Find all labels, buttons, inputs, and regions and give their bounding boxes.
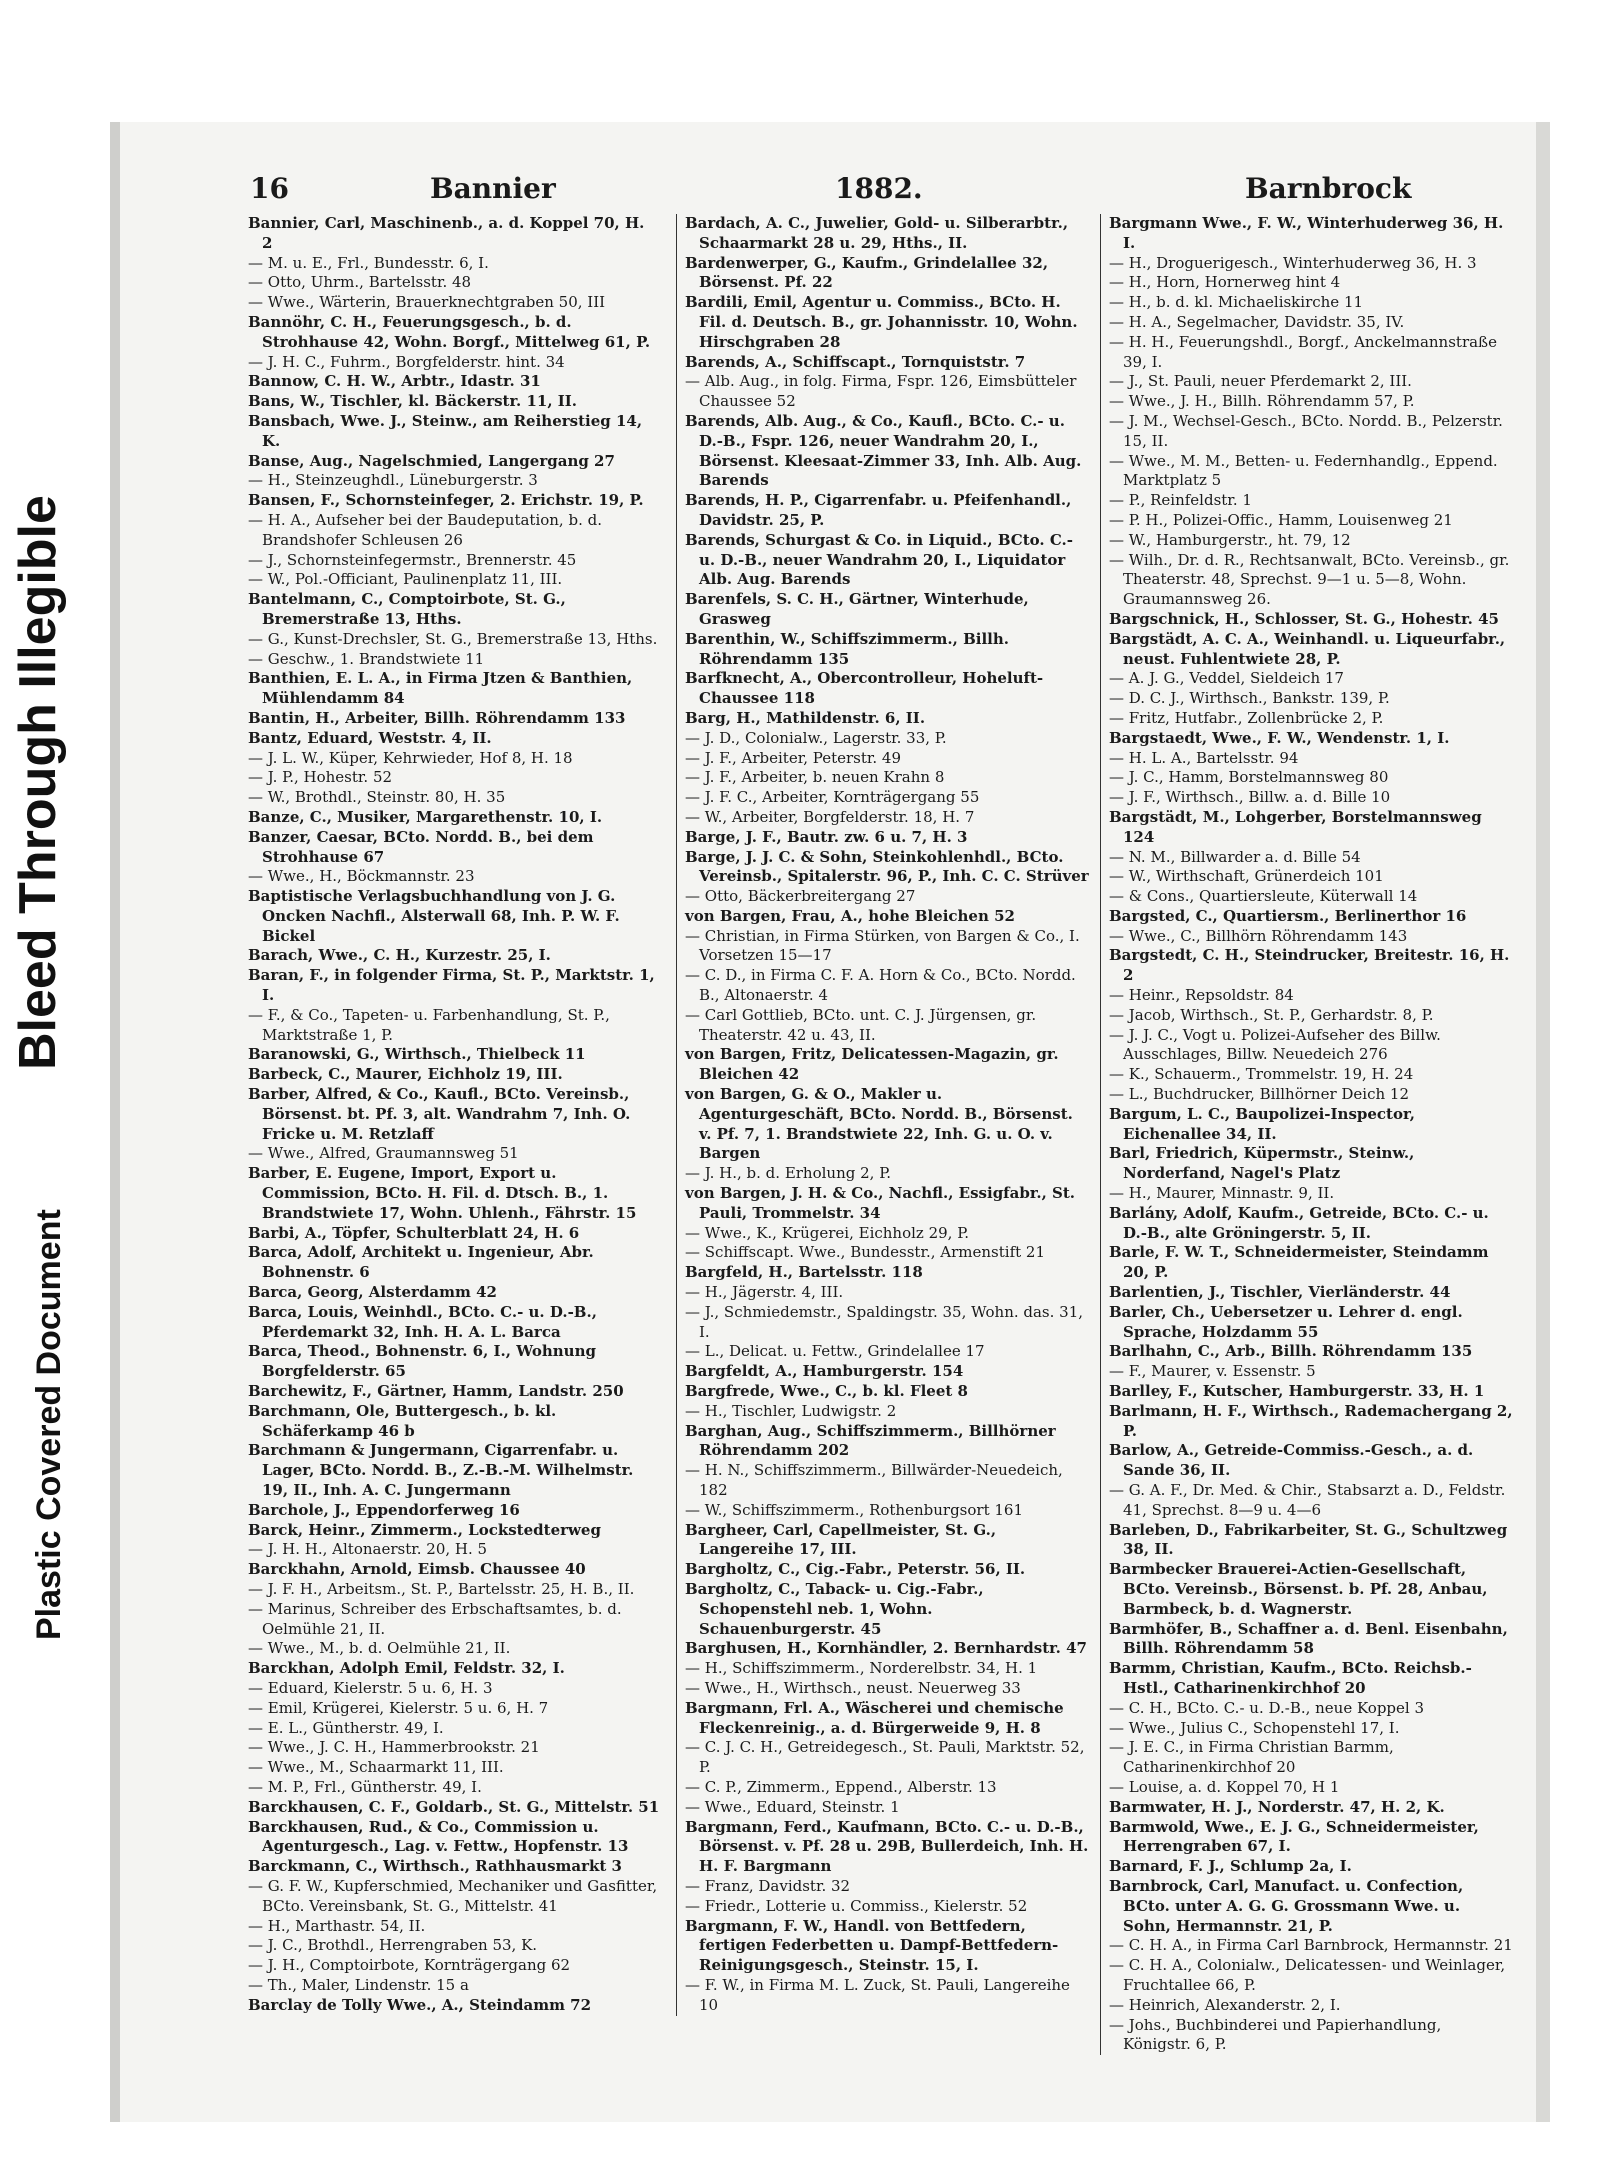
directory-page <box>110 122 1550 2122</box>
directory-entry: — Wwe., M., b. d. Oelmühle 21, II. <box>248 1639 511 1658</box>
directory-entry: Bannow, C. H. W., Arbtr., Idastr. 31 <box>248 372 541 391</box>
directory-entry: — Heinr., Repsoldstr. 84 <box>1109 986 1294 1005</box>
left-keyword: Bannier <box>430 172 556 205</box>
directory-entry: — J. C., Brothdl., Herrengraben 53, K. <box>248 1936 538 1955</box>
directory-entry: — F., Maurer, v. Essenstr. 5 <box>1109 1362 1316 1381</box>
directory-entry: — Schiffscapt. Wwe., Bundesstr., Armenstift 21 <box>685 1243 1045 1262</box>
directory-entry: Barca, Theod., Bohnenstr. 6, I., Wohnung Borgfelderstr. 65 <box>248 1342 596 1381</box>
directory-entry: Barlley, F., Kutscher, Hamburgerstr. 33, H. 1 <box>1109 1382 1485 1401</box>
directory-columns <box>248 214 1528 2114</box>
directory-entry: — Wwe., M., Schaarmarkt 11, III. <box>248 1758 504 1777</box>
directory-entry: — W., Arbeiter, Borgfelderstr. 18, H. 7 <box>685 807 975 826</box>
directory-entry: — C. P., Zimmerm., Eppend., Alberstr. 13 <box>685 1777 997 1796</box>
directory-entry: — Heinrich, Alexanderstr. 2, I. <box>1109 1995 1341 2014</box>
directory-entry: Baran, F., in folgender Firma, St. P., Marktstr. 1, I. <box>248 966 655 1005</box>
directory-entry: — H., Horn, Hornerweg hint 4 <box>1109 273 1341 292</box>
bleed-through-label: Bleed Through Illegible <box>9 495 67 1070</box>
directory-entry: Bantelmann, C., Comptoirbote, St. G., Bremerstraße 13, Hths. <box>248 590 566 628</box>
directory-entry: — J., St. Pauli, neuer Pferdemarkt 2, III. <box>1109 372 1412 391</box>
directory-entry: — J. M., Wechsel-Gesch., BCto. Nordd. B., Pelzerstr. 15, II. <box>1109 411 1503 450</box>
directory-entry: Barle, F. W. T., Schneidermeister, Steindamm 20, P. <box>1109 1243 1489 1282</box>
directory-entry: Barends, Schurgast & Co. in Liquid., BCto. C.- u. D.-B., neuer Wandrahm 20, I., Liquidator Alb. Aug. Barends <box>685 530 1073 589</box>
directory-entry: — Otto, Bäckerbreitergang 27 <box>685 887 916 906</box>
directory-entry: Bargum, L. C., Baupolizei-Inspector, Eichenallee 34, II. <box>1109 1104 1416 1143</box>
directory-entry: — H., b. d. kl. Michaeliskirche 11 <box>1109 293 1364 312</box>
directory-entry: — Th., Maler, Lindenstr. 15 a <box>248 1975 469 1994</box>
directory-entry: — J. H. C., Fuhrm., Borgfelderstr. hint. 34 <box>248 352 565 371</box>
directory-entry: — A. J. G., Veddel, Sieldeich 17 <box>1109 669 1344 688</box>
directory-entry: — C. H., BCto. C.- u. D.-B., neue Koppel 3 <box>1109 1698 1425 1717</box>
directory-entry: — Emil, Krügerei, Kielerstr. 5 u. 6, H. 7 <box>248 1698 549 1717</box>
plastic-covered-label: Plastic Covered Document <box>30 1209 68 1640</box>
directory-entry: — K., Schauerm., Trommelstr. 19, H. 24 <box>1109 1065 1414 1084</box>
directory-entry: Barleben, D., Fabrikarbeiter, St. G., Schultzweg 38, II. <box>1109 1520 1508 1559</box>
directory-entry: — J. E. C., in Firma Christian Barmm, Catharinenkirchhof 20 <box>1109 1738 1394 1777</box>
directory-entry: — N. M., Billwarder a. d. Bille 54 <box>1109 847 1361 866</box>
directory-entry: Bargschnick, H., Schlosser, St. G., Hohestr. 45 <box>1109 609 1499 628</box>
directory-entry: Barchmann, Ole, Buttergesch., b. kl. Schäferkamp 46 b <box>248 1401 557 1440</box>
directory-entry: — D. C. J., Wirthsch., Bankstr. 139, P. <box>1109 689 1390 708</box>
directory-entry: — G. F. W., Kupferschmied, Mechaniker und Gasfitter, BCto. Vereinsbank, St. G., Mittelstr. 41 <box>248 1876 658 1915</box>
directory-entry: — F. W., in Firma M. L. Zuck, St. Pauli, Langereihe 10 <box>685 1975 1070 2014</box>
directory-entry: — & Cons., Quartiersleute, Küterwall 14 <box>1109 887 1418 906</box>
directory-entry: — Wwe., H., Wirthsch., neust. Neuerweg 33 <box>685 1678 1021 1697</box>
directory-entry: — J. F., Wirthsch., Billw. a. d. Bille 10 <box>1109 788 1391 807</box>
directory-entry: — W., Hamburgerstr., ht. 79, 12 <box>1109 530 1351 549</box>
directory-entry: von Bargen, Frau, A., hohe Bleichen 52 <box>685 906 1015 925</box>
directory-entry: Baptistische Verlagsbuchhandlung von J. G. Oncken Nachfl., Alsterwall 68, Inh. P. W. F. Bickel <box>248 887 620 945</box>
directory-entry: Bannöhr, C. H., Feuerungsgesch., b. d. Strohhause 42, Wohn. Borgf., Mittelweg 61, P. <box>248 312 651 351</box>
directory-entry: Bargsted, C., Quartiersm., Berlinerthor 16 <box>1109 906 1467 925</box>
directory-entry: Barber, E. Eugene, Import, Export u. Commission, BCto. H. Fil. d. Dtsch. B., 1. Brandstwiete 17, Wohn. Uhlenh., Fährstr. 15 <box>248 1164 637 1222</box>
directory-entry: — Eduard, Kielerstr. 5 u. 6, H. 3 <box>248 1678 493 1697</box>
directory-column-1 <box>248 214 660 2016</box>
directory-entry: — Jacob, Wirthsch., St. P., Gerhardstr. 8, P. <box>1109 1005 1434 1024</box>
directory-entry: — Wwe., M. M., Betten- u. Federnhandlg., Eppend. Marktplatz 5 <box>1109 451 1498 490</box>
directory-entry: — J. H. H., Altonaerstr. 20, H. 5 <box>248 1540 488 1559</box>
page-edge <box>1536 122 1550 2122</box>
directory-entry: — H. N., Schiffszimmerm., Billwärder-Neuedeich, 182 <box>685 1461 1063 1499</box>
directory-entry: — C. J. C. H., Getreidegesch., St. Pauli, Marktstr. 52, P. <box>685 1738 1085 1777</box>
directory-entry: Bargfeld, H., Bartelsstr. 118 <box>685 1263 923 1282</box>
directory-entry: Barghan, Aug., Schiffszimmerm., Billhörner Röhrendamm 202 <box>685 1421 1056 1460</box>
directory-entry: Barlentien, J., Tischler, Vierländerstr. 44 <box>1109 1283 1451 1302</box>
directory-entry: Barckhahn, Arnold, Eimsb. Chaussee 40 <box>248 1560 586 1579</box>
directory-entry: Bargmann, F. W., Handl. von Bettfedern, fertigen Federbetten u. Dampf-Bettfedern-Reinigungsgesch., Steinstr. 15, I. <box>685 1916 1059 1975</box>
directory-entry: — H., Droguerigesch., Winterhuderweg 36, H. 3 <box>1109 253 1477 272</box>
directory-entry: — J. F. C., Arbeiter, Kornträgergang 55 <box>685 788 980 807</box>
directory-entry: Barbi, A., Töpfer, Schulterblatt 24, H. 6 <box>248 1223 580 1242</box>
directory-entry: — H. L. A., Bartelsstr. 94 <box>1109 748 1299 767</box>
directory-entry: Barl, Friedrich, Küpermstr., Steinw., Norderfand, Nagel's Platz <box>1109 1144 1415 1183</box>
directory-entry: Barca, Georg, Alsterdamm 42 <box>248 1283 497 1302</box>
directory-entry: — Franz, Davidstr. 32 <box>685 1876 851 1895</box>
directory-entry: Bargholtz, C., Cig.-Fabr., Peterstr. 56, II. <box>685 1560 1026 1579</box>
directory-entry: Barmwater, H. J., Norderstr. 47, H. 2, K. <box>1109 1797 1445 1816</box>
directory-entry: Barckhausen, C. F., Goldarb., St. G., Mittelstr. 51 <box>248 1797 660 1816</box>
directory-entry: Barck, Heinr., Zimmerm., Lockstedterweg <box>248 1520 601 1539</box>
directory-entry: — L., Delicat. u. Fettw., Grindelallee 17 <box>685 1342 985 1361</box>
directory-entry: — J. F., Arbeiter, Peterstr. 49 <box>685 748 902 767</box>
directory-entry: Banthien, E. L. A., in Firma Jtzen & Banthien, Mühlendamm 84 <box>248 669 633 708</box>
directory-entry: — C. H. A., Colonialw., Delicatessen- und Weinlager, Fruchtallee 66, P. <box>1109 1956 1506 1994</box>
directory-entry: Bargstädt, M., Lohgerber, Borstelmannsweg 124 <box>1109 807 1482 846</box>
directory-entry: — W., Wirthschaft, Grünerdeich 101 <box>1109 867 1384 886</box>
directory-entry: — H. A., Segelmacher, Davidstr. 35, IV. <box>1109 312 1405 331</box>
directory-column-2 <box>676 214 1089 2016</box>
directory-entry: Barbeck, C., Maurer, Eichholz 19, III. <box>248 1065 563 1084</box>
directory-entry: — Carl Gottlieb, BCto. unt. C. J. Jürgensen, gr. Theaterstr. 42 u. 43, II. <box>685 1005 1037 1044</box>
directory-entry: — J. F., Arbeiter, b. neuen Krahn 8 <box>685 768 945 787</box>
directory-entry: — J. H., b. d. Erholung 2, P. <box>685 1164 892 1183</box>
directory-entry: — Alb. Aug., in folg. Firma, Fspr. 126, Eimsbütteler Chaussee 52 <box>685 372 1077 411</box>
directory-entry: Bargfeldt, A., Hamburgerstr. 154 <box>685 1362 964 1381</box>
directory-entry: Baranowski, G., Wirthsch., Thielbeck 11 <box>248 1045 586 1064</box>
directory-entry: — Wwe., Eduard, Steinstr. 1 <box>685 1797 900 1816</box>
directory-entry: Barchole, J., Eppendorferweg 16 <box>248 1500 520 1519</box>
directory-entry: — H., Steinzeughdl., Lüneburgerstr. 3 <box>248 471 538 490</box>
directory-entry: Banzer, Caesar, BCto. Nordd. B., bei dem Strohhause 67 <box>248 827 594 866</box>
directory-entry: Bansen, F., Schornsteinfeger, 2. Erichstr. 19, P. <box>248 491 644 510</box>
directory-entry: Bargstaedt, Wwe., F. W., Wendenstr. 1, I. <box>1109 728 1450 747</box>
directory-column-3 <box>1100 214 1513 2055</box>
directory-entry: Bargholtz, C., Taback- u. Cig.-Fabr., Schopenstehl neb. 1, Wohn. Schauenburgerstr. 45 <box>685 1579 984 1638</box>
directory-entry: — P., Reinfeldstr. 1 <box>1109 491 1252 510</box>
directory-entry: Barca, Adolf, Architekt u. Ingenieur, Abr. Bohnenstr. 6 <box>248 1243 594 1282</box>
directory-entry: — Fritz, Hutfabr., Zollenbrücke 2, P. <box>1109 708 1384 727</box>
directory-entry: — G., Kunst-Drechsler, St. G., Bremerstraße 13, Hths. <box>248 629 658 648</box>
directory-entry: — J. F. H., Arbeitsm., St. P., Bartelsstr. 25, H. B., II. <box>248 1579 635 1598</box>
directory-entry: Barckhausen, Rud., & Co., Commission u. Agenturgesch., Lag. v. Fettw., Hopfenstr. 13 <box>248 1817 629 1856</box>
directory-entry: — Wilh., Dr. d. R., Rechtsanwalt, BCto. Vereinsb., gr. Theaterstr. 48, Sprechst. 9—1 u. 5—8, Wohn. Graumannsweg 26. <box>1109 550 1510 609</box>
directory-entry: — P. H., Polizei-Offic., Hamm, Louisenweg 21 <box>1109 510 1453 529</box>
directory-entry: Bargstedt, C. H., Steindrucker, Breitestr. 16, H. 2 <box>1109 946 1510 985</box>
directory-entry: Bantz, Eduard, Weststr. 4, II. <box>248 728 492 747</box>
directory-entry: Bargstädt, A. C. A., Weinhandl. u. Liqueurfabr., neust. Fuhlentwiete 28, P. <box>1109 629 1506 668</box>
directory-entry: von Bargen, J. H. & Co., Nachfl., Essigfabr., St. Pauli, Trommelstr. 34 <box>685 1184 1076 1222</box>
directory-entry: — H., Tischler, Ludwigstr. 2 <box>685 1401 897 1420</box>
directory-entry: — J., Schmiedemstr., Spaldingstr. 35, Wohn. das. 31, I. <box>685 1302 1084 1341</box>
directory-entry: — H., Schiffszimmerm., Norderelbstr. 34, H. 1 <box>685 1659 1038 1678</box>
directory-entry: — Wwe., Julius C., Schopenstehl 17, I. <box>1109 1718 1400 1737</box>
directory-entry: Bargfrede, Wwe., C., b. kl. Fleet 8 <box>685 1382 968 1401</box>
directory-entry: Barghusen, H., Kornhändler, 2. Bernhardstr. 47 <box>685 1639 1087 1658</box>
directory-entry: — Geschw., 1. Brandstwiete 11 <box>248 649 485 668</box>
directory-entry: Barach, Wwe., C. H., Kurzestr. 25, I. <box>248 946 551 965</box>
directory-entry: Bargheer, Carl, Capellmeister, St. G., Langereihe 17, III. <box>685 1520 997 1559</box>
directory-entry: — Wwe., Alfred, Graumannsweg 51 <box>248 1144 519 1163</box>
directory-entry: Barmwold, Wwe., E. J. G., Schneidermeister, Herrengraben 67, I. <box>1109 1817 1479 1856</box>
directory-entry: — M. u. E., Frl., Bundesstr. 6, I. <box>248 253 489 272</box>
right-keyword: Barnbrock <box>1245 172 1412 205</box>
directory-entry: Bargmann, Ferd., Kaufmann, BCto. C.- u. D.-B., Börsenst. v. Pf. 28 u. 29B, Bullerdeich, Inh. H. H. F. Bargmann <box>685 1817 1089 1876</box>
directory-entry: Barends, A., Schiffscapt., Tornquiststr. 7 <box>685 352 1026 371</box>
directory-entry: Barber, Alfred, & Co., Kaufl., BCto. Vereinsb., Börsenst. bt. Pf. 3, alt. Wandrahm 7, Inh. O. Fricke u. M. Retzlaff <box>248 1085 631 1143</box>
directory-entry: Bans, W., Tischler, kl. Bäckerstr. 11, II. <box>248 392 578 411</box>
directory-entry: Barends, H. P., Cigarrenfabr. u. Pfeifenhandl., Davidstr. 25, P. <box>685 491 1072 529</box>
directory-entry: Banse, Aug., Nagelschmied, Langergang 27 <box>248 451 615 470</box>
directory-entry: Barca, Louis, Weinhdl., BCto. C.- u. D.-B., Pferdemarkt 32, Inh. H. A. L. Barca <box>248 1302 597 1341</box>
directory-entry: — Christian, in Firma Stürken, von Bargen & Co., I. Vorsetzen 15—17 <box>685 926 1080 965</box>
directory-entry: Bardenwerper, G., Kaufm., Grindelallee 32, Börsenst. Pf. 22 <box>685 253 1049 292</box>
directory-entry: — Friedr., Lotterie u. Commiss., Kielerstr. 52 <box>685 1896 1028 1915</box>
directory-entry: Barnbrock, Carl, Manufact. u. Confection, BCto. unter A. G. G. Grossmann Wwe. u. Sohn, Hermannstr. 21, P. <box>1109 1876 1464 1935</box>
directory-entry: Bargmann, Frl. A., Wäscherei und chemische Fleckenreinig., a. d. Bürgerweide 9, H. 8 <box>685 1698 1064 1737</box>
directory-entry: — C. H. A., in Firma Carl Barnbrock, Hermannstr. 21 <box>1109 1936 1513 1955</box>
directory-entry: Bardili, Emil, Agentur u. Commiss., BCto. H. Fil. d. Deutsch. B., gr. Johannisstr. 10, Wohn. Hirschgraben 28 <box>685 293 1078 351</box>
directory-entry: Bansbach, Wwe. J., Steinw., am Reiherstieg 14, K. <box>248 411 643 450</box>
directory-entry: Barge, J. F., Bautr. zw. 6 u. 7, H. 3 <box>685 827 968 846</box>
directory-entry: — G. A. F., Dr. Med. & Chir., Stabsarzt a. D., Feldstr. 41, Sprechst. 8—9 u. 4—6 <box>1109 1481 1506 1519</box>
directory-entry: — H. H., Feuerungshdl., Borgf., Anckelmannstraße 39, I. <box>1109 332 1497 371</box>
directory-entry: — Otto, Uhrm., Bartelsstr. 48 <box>248 273 472 292</box>
directory-entry: — Wwe., K., Krügerei, Eichholz 29, P. <box>685 1223 970 1242</box>
directory-entry: Barenfels, S. C. H., Gärtner, Winterhude, Grasweg <box>685 590 1029 628</box>
directory-entry: — Wwe., Wärterin, Brauerknechtgraben 50, III <box>248 293 606 312</box>
directory-entry: Barlmann, H. F., Wirthsch., Rademachergang 2, P. <box>1109 1401 1513 1440</box>
directory-entry: — Louise, a. d. Koppel 70, H 1 <box>1109 1777 1340 1796</box>
directory-entry: Barnard, F. J., Schlump 2a, I. <box>1109 1857 1352 1876</box>
directory-entry: — J. P., Hohestr. 52 <box>248 768 393 787</box>
directory-entry: — H. A., Aufseher bei der Baudeputation, b. d. Brandshofer Schleusen 26 <box>248 510 602 549</box>
directory-entry: — F., & Co., Tapeten- u. Farbenhandlung, St. P., Marktstraße 1, P. <box>248 1005 610 1044</box>
page-header <box>120 172 1550 212</box>
directory-entry: Barends, Alb. Aug., & Co., Kaufl., BCto. C.- u. D.-B., Fspr. 126, neuer Wandrahm 20, I., Börsenst. Kleesaat-Zimmer 33, Inh. Alb. Aug. Barends <box>685 411 1082 490</box>
directory-entry: — M. P., Frl., Güntherstr. 49, I. <box>248 1777 482 1796</box>
directory-entry: — W., Brothdl., Steinstr. 80, H. 35 <box>248 788 506 807</box>
directory-entry: — J. D., Colonialw., Lagerstr. 33, P. <box>685 728 947 747</box>
directory-entry: Barfknecht, A., Obercontrolleur, Hoheluft-Chaussee 118 <box>685 669 1044 708</box>
directory-entry: Barckhan, Adolph Emil, Feldstr. 32, I. <box>248 1659 565 1678</box>
directory-entry: Barchewitz, F., Gärtner, Hamm, Landstr. 250 <box>248 1382 624 1401</box>
directory-entry: Barlow, A., Getreide-Commiss.-Gesch., a. d. Sande 36, II. <box>1109 1441 1474 1480</box>
directory-entry: — Johs., Buchbinderei und Papierhandlung, Königstr. 6, P. <box>1109 2015 1442 2054</box>
directory-entry: — Wwe., C., Billhörn Röhrendamm 143 <box>1109 926 1408 945</box>
directory-entry: Barlhahn, C., Arb., Billh. Röhrendamm 135 <box>1109 1342 1473 1361</box>
directory-entry: — J. C., Hamm, Borstelmannsweg 80 <box>1109 768 1389 787</box>
directory-entry: — H., Marthastr. 54, II. <box>248 1916 426 1935</box>
directory-entry: Barmm, Christian, Kaufm., BCto. Reichsb.-Hstl., Catharinenkirchhof 20 <box>1109 1659 1472 1697</box>
directory-entry: — C. D., in Firma C. F. A. Horn & Co., BCto. Nordd. B., Altonaerstr. 4 <box>685 966 1076 1005</box>
page-number: 16 <box>250 172 289 205</box>
directory-entry: — E. L., Güntherstr. 49, I. <box>248 1718 444 1737</box>
directory-entry: Barmbecker Brauerei-Actien-Gesellschaft, BCto. Vereinsb., Börsenst. b. Pf. 28, Anbau, Barmbeck, b. d. Wagnerstr. <box>1109 1560 1488 1618</box>
directory-entry: — L., Buchdrucker, Billhörner Deich 12 <box>1109 1085 1410 1104</box>
directory-entry: — J. H., Comptoirbote, Kornträgergang 62 <box>248 1956 571 1975</box>
directory-entry: Barenthin, W., Schiffszimmerm., Billh. Röhrendamm 135 <box>685 629 1009 668</box>
directory-entry: Barler, Ch., Uebersetzer u. Lehrer d. engl. Sprache, Holzdamm 55 <box>1109 1302 1463 1341</box>
directory-entry: Bantin, H., Arbeiter, Billh. Röhrendamm 133 <box>248 708 626 727</box>
directory-entry: Banze, C., Musiker, Margarethenstr. 10, I. <box>248 807 603 826</box>
directory-entry: — Wwe., J. H., Billh. Röhrendamm 57, P. <box>1109 392 1415 411</box>
directory-entry: Barckmann, C., Wirthsch., Rathhausmarkt 3 <box>248 1857 622 1876</box>
year-heading: 1882. <box>835 172 923 205</box>
directory-entry: — J. L. W., Küper, Kehrwieder, Hof 8, H. 18 <box>248 748 573 767</box>
directory-entry: — Wwe., H., Böckmannstr. 23 <box>248 867 475 886</box>
directory-entry: — H., Jägerstr. 4, III. <box>685 1283 844 1302</box>
directory-entry: Barlány, Adolf, Kaufm., Getreide, BCto. C.- u. D.-B., alte Gröningerstr. 5, II. <box>1109 1203 1489 1242</box>
directory-entry: Barmhöfer, B., Schaffner a. d. Benl. Eisenbahn, Billh. Röhrendamm 58 <box>1109 1619 1508 1658</box>
directory-entry: — W., Schiffszimmerm., Rothenburgsort 161 <box>685 1500 1023 1519</box>
directory-entry: Barchmann & Jungermann, Cigarrenfabr. u. Lager, BCto. Nordd. B., Z.-B.-M. Wilhelmstr. 19, II., Inh. A. C. Jungermann <box>248 1441 634 1499</box>
directory-entry: — J., Schornsteinfegermstr., Brennerstr. 45 <box>248 550 577 569</box>
directory-entry: Bardach, A. C., Juwelier, Gold- u. Silberarbtr., Schaarmarkt 28 u. 29, Hths., II. <box>685 214 1069 252</box>
directory-entry: Barge, J. J. C. & Sohn, Steinkohlenhdl., BCto. Vereinsb., Spitalerstr. 96, P., Inh. C. C. Strüver <box>685 847 1089 886</box>
directory-entry: — Wwe., J. C. H., Hammerbrookstr. 21 <box>248 1738 540 1757</box>
directory-entry: — J. J. C., Vogt u. Polizei-Aufseher des Billw. Ausschlages, Billw. Neuedeich 276 <box>1109 1025 1441 1064</box>
directory-entry: Barclay de Tolly Wwe., A., Steindamm 72 <box>248 1995 592 2014</box>
directory-entry: Barg, H., Mathildenstr. 6, II. <box>685 708 926 727</box>
directory-entry: von Bargen, G. & O., Makler u. Agenturgeschäft, BCto. Nordd. B., Börsenst. v. Pf. 7, 1. Brandstwiete 22, Inh. G. u. O. v. Bargen <box>685 1085 1073 1163</box>
directory-entry: Bannier, Carl, Maschinenb., a. d. Koppel 70, H. 2 <box>248 214 645 252</box>
side-banner <box>0 0 100 2177</box>
directory-entry: — Marinus, Schreiber des Erbschaftsamtes, b. d. Oelmühle 21, II. <box>248 1599 622 1638</box>
directory-entry: von Bargen, Fritz, Delicatessen-Magazin, gr. Bleichen 42 <box>685 1045 1059 1084</box>
directory-entry: — H., Maurer, Minnastr. 9, II. <box>1109 1184 1335 1203</box>
directory-entry: — W., Pol.-Officiant, Paulinenplatz 11, III. <box>248 570 563 589</box>
directory-entry: Bargmann Wwe., F. W., Winterhuderweg 36, H. I. <box>1109 214 1504 252</box>
